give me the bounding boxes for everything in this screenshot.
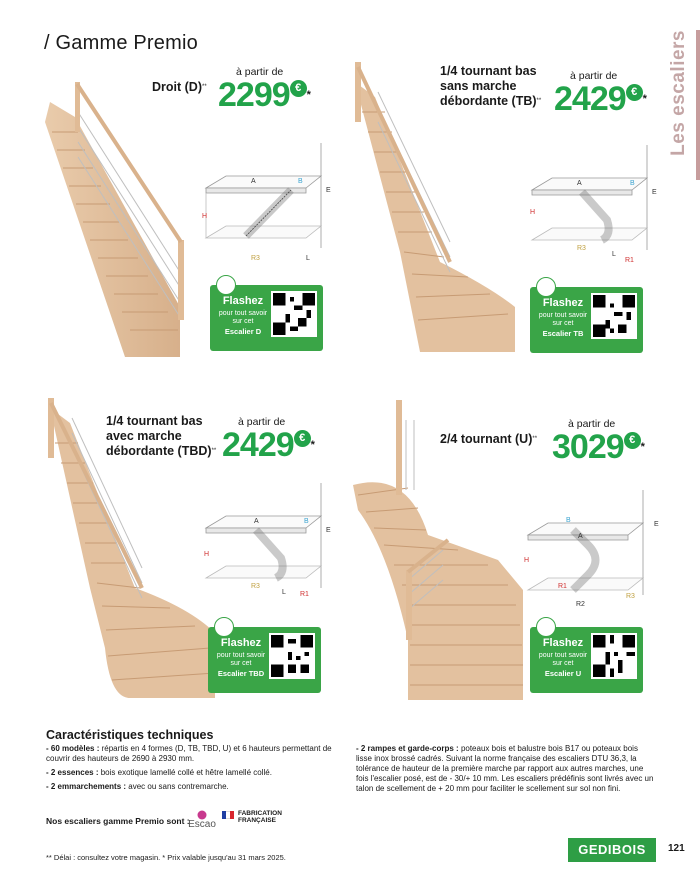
product-name-u: 2/4 tournant (U)** — [440, 432, 538, 446]
globe-icon — [214, 617, 234, 637]
from-label: à partir de — [236, 66, 284, 78]
svg-text:E: E — [326, 527, 331, 534]
svg-text:R3: R3 — [251, 583, 260, 590]
dimension-diagram-tbd — [196, 478, 336, 613]
globe-icon — [216, 275, 236, 295]
dimension-diagram-droit — [196, 138, 336, 268]
spec-emmarchements: - 2 emmarchements : avec ou sans contremarche. — [46, 782, 229, 791]
label-a: A — [251, 178, 256, 185]
qr-code-icon — [271, 291, 317, 337]
product-name-tbd: 1/4 tournant bas avec marche débordante (TBD)** — [106, 414, 217, 458]
svg-text:B: B — [630, 180, 635, 187]
globe-icon — [536, 617, 556, 637]
from-label: à partir de — [568, 418, 616, 430]
product-name-tb: 1/4 tournant bas sans marche débordante (TB)** — [440, 64, 542, 108]
svg-text:E: E — [654, 521, 659, 528]
price-tb: 2429 €* — [554, 80, 646, 118]
svg-text:E: E — [652, 189, 657, 196]
svg-text:H: H — [524, 557, 530, 564]
from-label: à partir de — [238, 416, 286, 428]
french-flag-icon — [222, 811, 234, 819]
qr-code-icon — [269, 633, 315, 679]
svg-text:L: L — [282, 589, 286, 596]
globe-icon — [536, 277, 556, 297]
label-b: B — [298, 178, 303, 185]
svg-text:A: A — [578, 533, 583, 540]
svg-text:B: B — [566, 517, 571, 524]
footnote: ** Délai : consultez votre magasin. * Prix valable jusqu'au 31 mars 2025. — [46, 853, 286, 862]
dimension-diagram-tb — [522, 140, 662, 275]
svg-text:R1: R1 — [558, 583, 567, 590]
price-tbd: 2429 €* — [222, 426, 314, 464]
svg-text:R1: R1 — [300, 591, 309, 598]
flash-qr-card-droit[interactable]: Flashez pour tout savoir sur cet Escalier D — [210, 285, 323, 351]
flash-qr-card-tbd[interactable]: Flashez pour tout savoir sur cet Escalier TBD — [208, 627, 321, 693]
brand-label: Nos escaliers gamme Premio sont : — [46, 816, 190, 826]
flash-qr-card-u[interactable]: Flashez pour tout savoir sur cet Escalier U — [530, 627, 643, 693]
qr-code-icon — [591, 633, 637, 679]
svg-text:L: L — [612, 251, 616, 258]
gedibois-logo: GEDIBOIS — [568, 838, 656, 862]
svg-text:R3: R3 — [626, 593, 635, 600]
product-name-droit: Droit (D)** — [152, 80, 207, 94]
page-number: 121 — [668, 843, 685, 854]
price-u: 3029 €* — [552, 428, 644, 466]
svg-text:R1: R1 — [625, 257, 634, 264]
svg-text:H: H — [204, 551, 210, 558]
qr-code-icon — [591, 293, 637, 339]
dimension-diagram-u — [518, 490, 660, 620]
spec-essences: - 2 essences : bois exotique lamellé collé et hêtre lamellé collé. — [46, 768, 272, 777]
spec-models: - 60 modèles : répartis en 4 formes (D, TB, TBD, U) et 6 hauteurs permettant de couvrir des hauteurs de 2690 à 2930 mm. — [46, 744, 332, 763]
svg-text:R3: R3 — [577, 245, 586, 252]
label-l: L — [306, 255, 310, 262]
fabrication-francaise-label: FABRICATION FRANÇAISE — [238, 810, 282, 824]
svg-text:R2: R2 — [576, 601, 585, 608]
flash-qr-card-tb[interactable]: Flashez pour tout savoir sur cet Escalier TB — [530, 287, 643, 353]
svg-text:Escao: Escao — [188, 819, 216, 830]
svg-text:H: H — [530, 209, 536, 216]
page-title: / Gamme Premio — [44, 32, 198, 54]
spec-rampes: - 2 rampes et garde-corps : poteaux bois et balustre bois B17 ou poteaux bois lisse inox brossé cadrés. Suivant la norme française des escaliers DTU 36,3, la tolérance de hauteur de la première marche par rapport aux autres marches, une fois l'escalier posé, est de - 30/+ 10 mm. Les escaliers prédéfinis sont livrés avec un talon de scellement de + 20 mm pour faciliter le scellement sur sol non fini. — [356, 744, 654, 793]
svg-text:A: A — [254, 518, 259, 525]
label-h: H — [202, 213, 208, 220]
from-label: à partir de — [570, 70, 618, 82]
stair-image-droit — [30, 72, 195, 362]
svg-text:A: A — [577, 180, 582, 187]
label-e: E — [326, 187, 331, 194]
svg-text:B: B — [304, 518, 309, 525]
section-side-title: Les escaliers — [668, 30, 689, 156]
escao-logo — [178, 810, 226, 832]
specs-title: Caractéristiques techniques — [46, 728, 214, 742]
price-droit: 2299 €* — [218, 76, 310, 114]
side-accent-bar — [696, 30, 700, 180]
label-r3: R3 — [251, 255, 260, 262]
